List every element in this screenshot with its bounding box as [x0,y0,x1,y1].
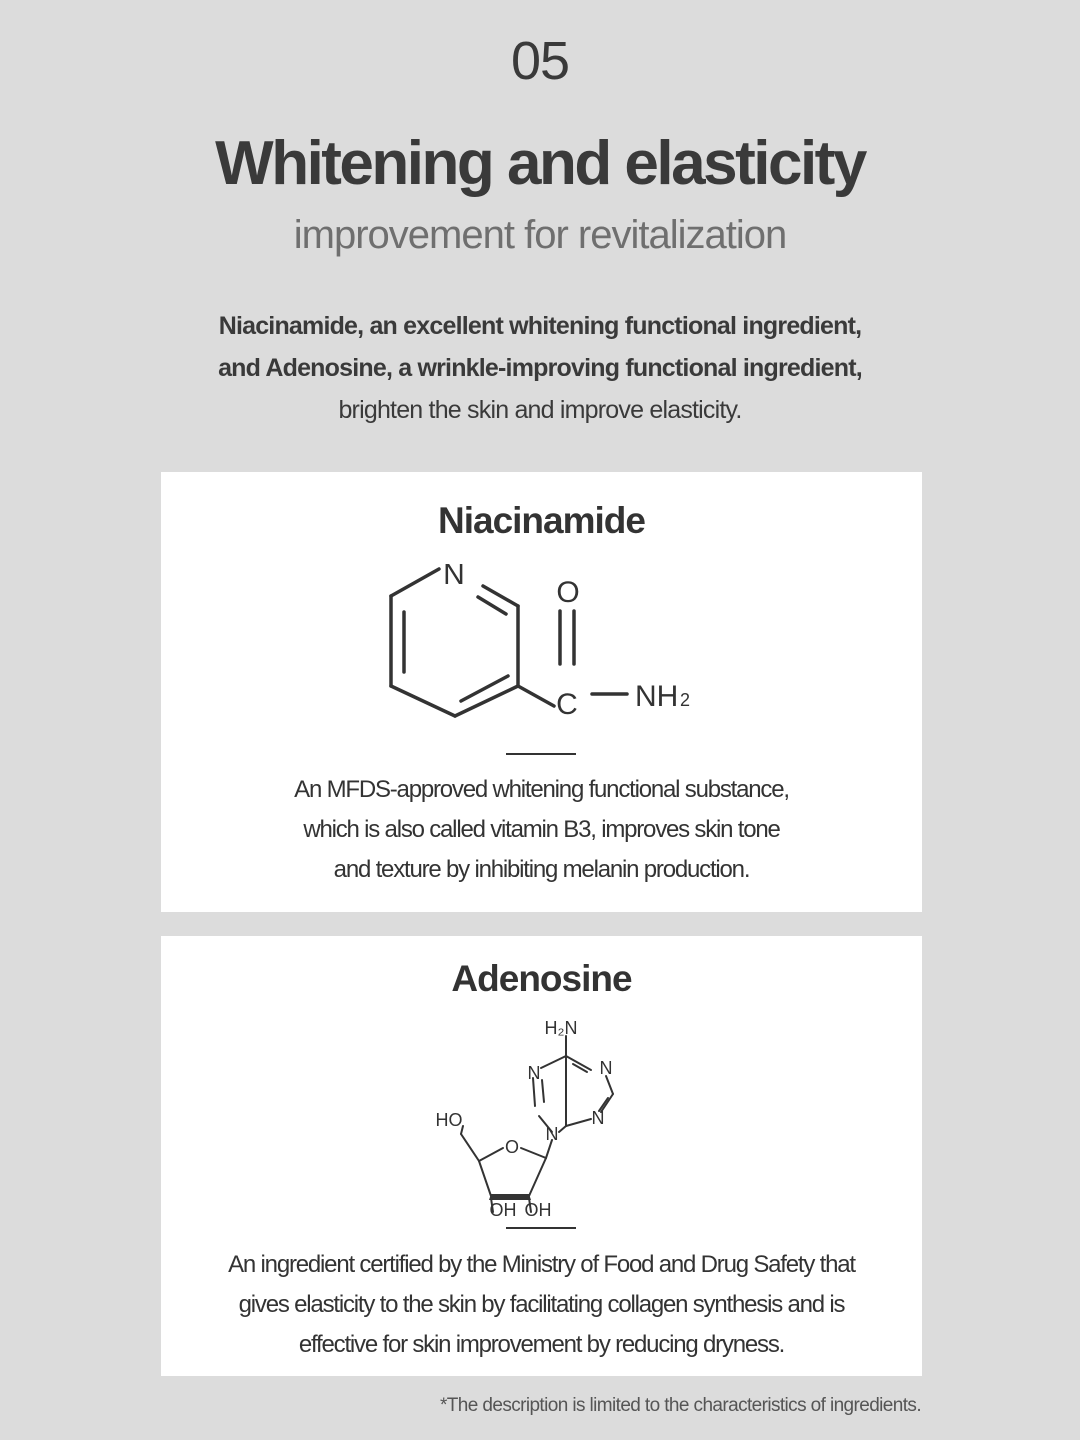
atom-c-label: C [556,688,578,721]
ring-to-carbon-bond [518,686,554,706]
niacinamide-desc-line-3: and texture by inhibiting melanin production. [333,856,750,883]
ring-bond [391,569,439,596]
atom-nh2-label: NH [635,680,679,713]
adenosine-card [161,936,922,1376]
atom-oh-label: OH [524,1200,552,1216]
niacinamide-description [161,770,922,890]
purine-bond [566,1119,591,1126]
atom-o-label: O [556,576,580,609]
atom-n-label: N [591,1108,605,1128]
imidazole-inner-bond [542,1080,544,1102]
ribose-bond [529,1158,546,1196]
intro-line-2: and Adenosine, a wrinkle-improving functional ingredient, [218,354,862,382]
adenosine-description [161,1245,922,1365]
atom-n-label: N [545,1124,559,1144]
adenosine-desc-line-1: An ingredient certified by the Ministry of Food and Drug Safety that [228,1251,855,1278]
atom-n-label: N [443,564,465,591]
atom-n-label: N [527,1063,541,1083]
adenosine-title: Adenosine [451,958,632,999]
ring-inner-bond [478,597,506,614]
ribose-bond [521,1148,546,1158]
atom-n-label: N [599,1058,613,1078]
intro-line-1: Niacinamide, an excellent whitening functional ingredient, [218,312,862,340]
niacinamide-divider [506,753,576,755]
niacinamide-structure-diagram [161,564,922,724]
page-subheadline: improvement for revitalization [293,213,787,257]
niacinamide-desc-line-1: An MFDS-approved whitening functional substance, [294,776,789,803]
atom-nh2-subscript: 2 [680,690,691,710]
niacinamide-title: Niacinamide [438,500,645,541]
atom-h2n-label: H₂N [544,1018,578,1038]
adenosine-desc-line-3: effective for skin improvement by reducing dryness. [298,1331,785,1358]
imidazole-bond [559,1126,566,1132]
adenosine-desc-line-2: gives elasticity to the skin by facilitating collagen synthesis and is [238,1291,845,1318]
footnote: *The description is limited to the characteristics of ingredients. [439,1395,921,1416]
ribose-bond [479,1148,503,1161]
niacinamide-card [161,472,922,912]
page-headline: Whitening and elasticity [215,129,865,198]
niacinamide-desc-line-2: which is also called vitamin B3, improves skin tone [303,816,780,843]
purine-inner-bond [573,1064,587,1072]
section-number: 05 [510,31,570,91]
intro-line-3: brighten the skin and improve elasticity. [338,396,742,424]
ribose-bond [479,1161,491,1196]
ring-inner-bond [461,676,508,701]
intro-text [0,305,1080,431]
adenosine-divider [506,1227,576,1229]
atom-o-label: O [504,1137,520,1157]
adenosine-structure-diagram [161,1016,922,1216]
imidazole-bond [541,1056,566,1068]
ring-bond [391,686,455,716]
purine-bond [606,1076,613,1094]
atom-ho-label: HO [435,1110,463,1130]
ribose-bond [461,1134,479,1161]
atom-oh-label: OH [489,1200,517,1216]
